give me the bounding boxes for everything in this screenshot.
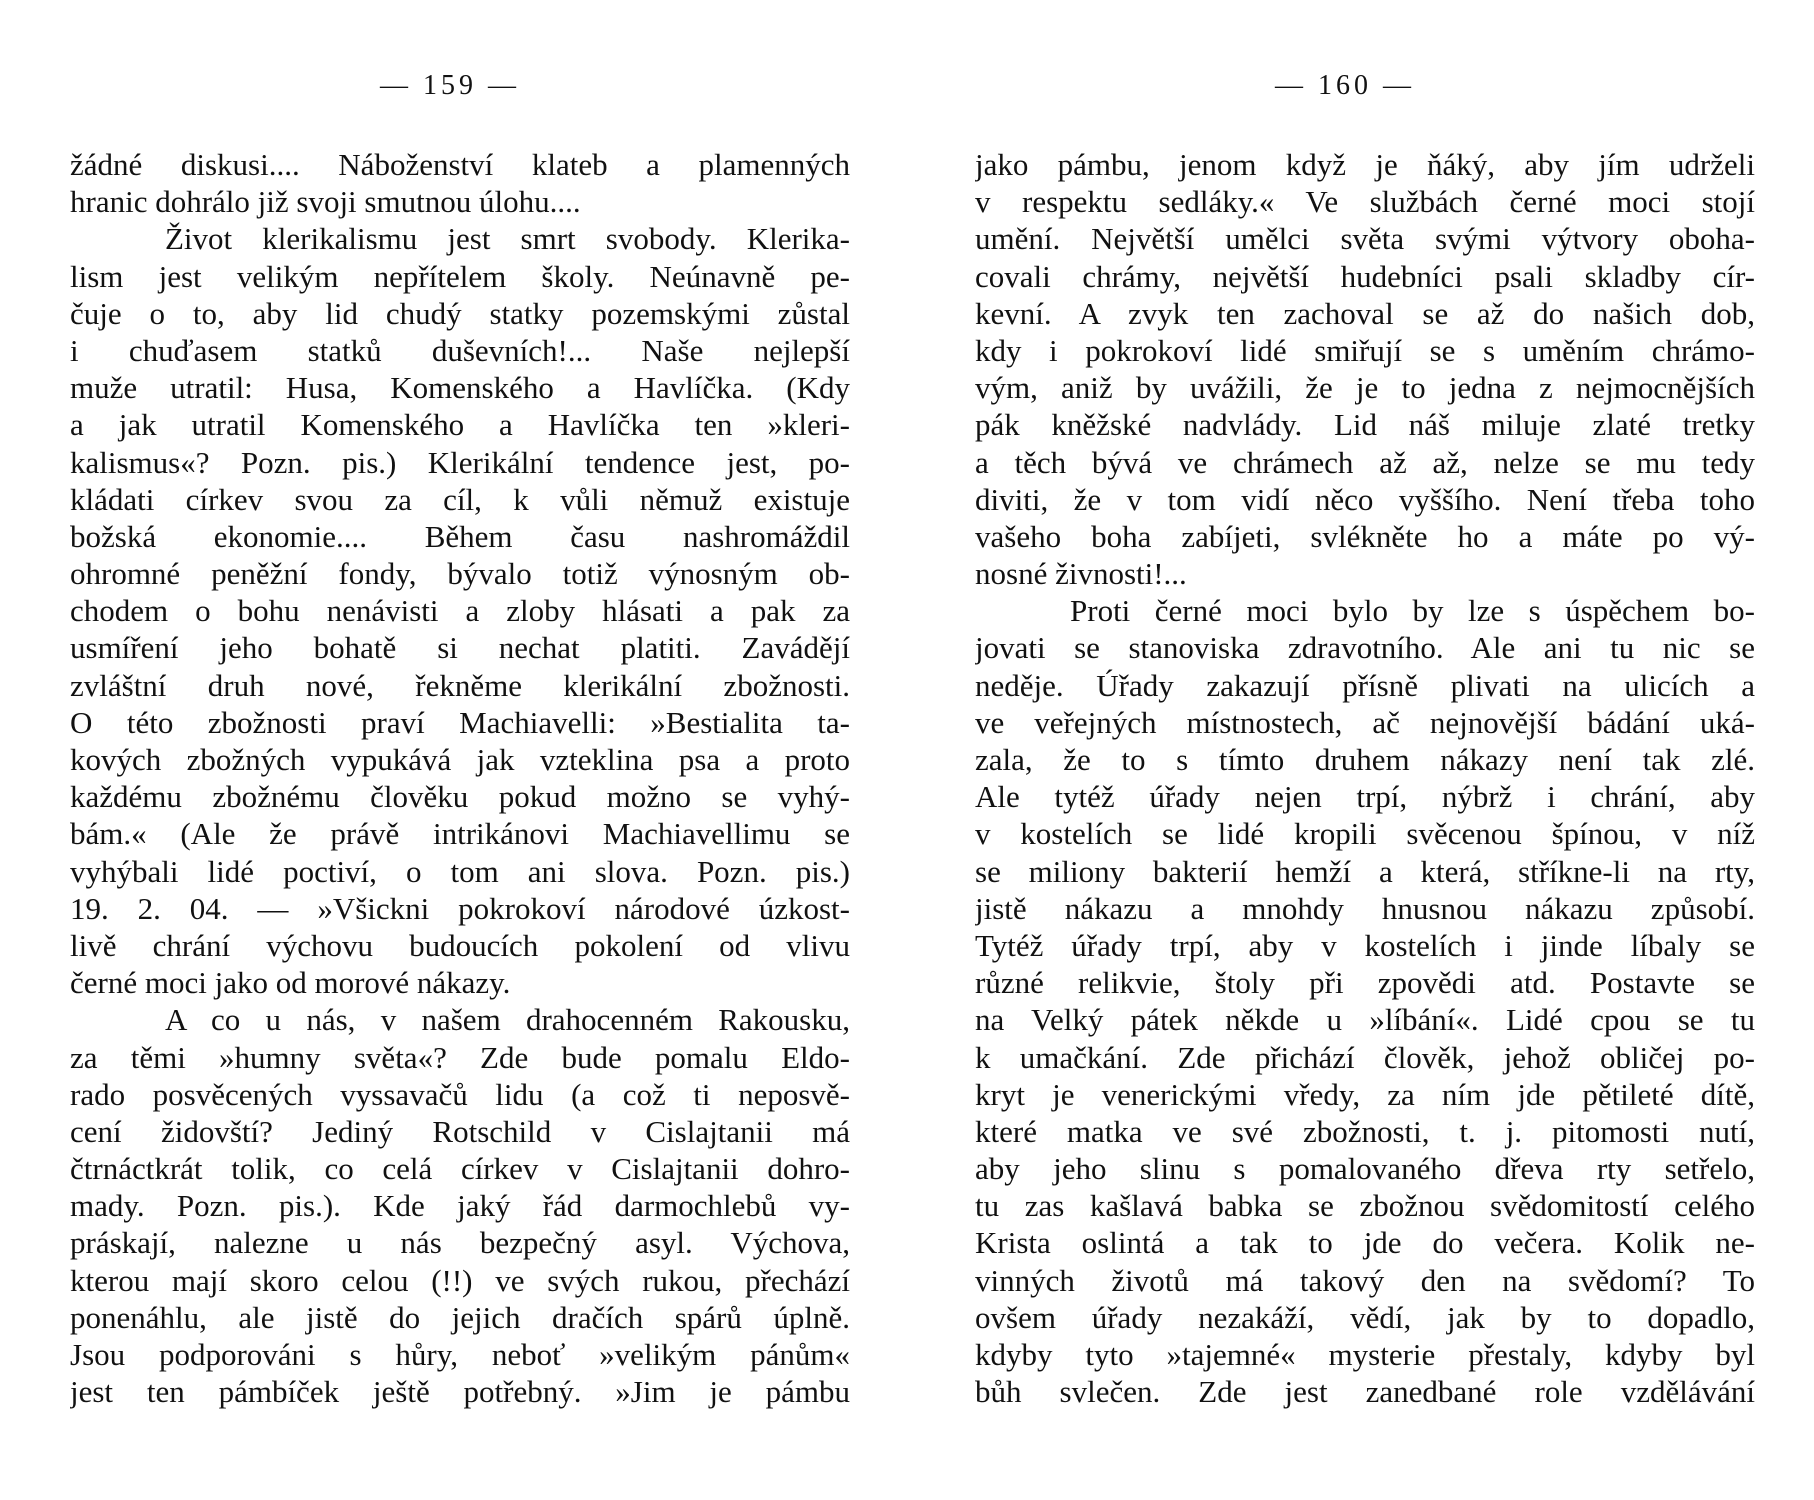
text-line: na Velký pátek někde u »líbání«. Lidé cpou se tu (975, 1002, 1755, 1038)
text-line: zala, že to s tímto druhem nákazy není tak zlé. (975, 742, 1755, 777)
text-line: kterou mají skoro celou (!!) ve svých rukou, přechází (70, 1262, 850, 1298)
right-page-text (975, 146, 1755, 1410)
text-line: černé moci jako od morové nákazy. (70, 965, 511, 1001)
text-line: vinných životů má takový den na svědomí? To (975, 1262, 1755, 1298)
text-line: mady. Pozn. pis.). Kde jaký řád darmochlebů vy- (70, 1188, 850, 1224)
text-line: cení židovští? Jediný Rotschild v Cislajtanii má (70, 1113, 850, 1149)
text-line: čuje o to, aby lid chudý statky pozemskými zůstal (70, 295, 850, 331)
text-line: jest ten pámbíček ještě potřebný. »Jim je pámbu (70, 1374, 850, 1410)
text-line: umění. Největší umělci světa svými výtvory oboha- (975, 221, 1755, 257)
text-line: hranic dohrálo již svoji smutnou úlohu.... (70, 184, 581, 220)
left-page-text (70, 146, 850, 1410)
text-line: ovšem úřady nezakáží, vědí, jak by to dopadlo, (975, 1299, 1755, 1335)
text-line: tu zas kašlavá babka se zbožnou svědomitostí celého (975, 1188, 1755, 1224)
text-line: a jak utratil Komenského a Havlíčka ten »kleri- (70, 407, 850, 443)
text-line: kových zbožných vypukává jak vzteklina psa a proto (70, 742, 850, 777)
text-line: čtrnáctkrát tolik, co celá církev v Cislajtanii dohro- (70, 1151, 850, 1187)
text-line: Život klerikalismu jest smrt svobody. Klerika- (165, 221, 850, 257)
text-line: vašeho boha zabíjeti, svlékněte ho a máte po vý- (975, 518, 1755, 554)
text-line: covali chrámy, největší hudebníci psali skladby cír- (975, 258, 1755, 294)
text-line: diviti, že v tom vidí něco vyššího. Není třeba toho (975, 481, 1755, 517)
text-line: žádné diskusi.... Náboženství klateb a plamenných (70, 147, 850, 182)
text-line: a těch bývá ve chrámech až až, nelze se mu tedy (975, 444, 1755, 480)
text-line: ve veřejných místnostech, ač nejnovější bádání uká- (975, 704, 1755, 740)
text-line: v kostelích se lidé kropili svěcenou špínou, v níž (975, 816, 1755, 852)
text-line: bůh svlečen. Zde jest zanedbané role vzdělávání (975, 1374, 1755, 1410)
text-line: Krista oslintá a tak to jde do večera. Kolik ne- (975, 1225, 1755, 1261)
text-line: kevní. A zvyk ten zachoval se až do našich dob, (975, 295, 1755, 331)
text-line: i chuďasem statků duševních!... Naše nejlepší (70, 332, 850, 368)
text-line: A co u nás, v našem drahocenném Rakousku, (165, 1002, 850, 1038)
text-line: 19. 2. 04. — »Všickni pokrokoví národové úzkost- (70, 890, 850, 926)
right-page (975, 0, 1755, 1500)
text-line: jako pámbu, jenom když je ňáký, aby jím udrželi (975, 147, 1755, 182)
text-line: které matka ve své zbožnosti, t. j. pitomosti nutí, (975, 1113, 1755, 1149)
text-line: božská ekonomie.... Během času nashromáždil (70, 518, 850, 554)
text-line: nosné živnosti!... (975, 556, 1187, 592)
text-line: různé relikvie, štoly při zpovědi atd. Postavte se (975, 965, 1755, 1001)
text-line: kdyby tyto »tajemné« mysterie přestaly, kdyby byl (975, 1337, 1755, 1372)
text-line: kdy i pokrokoví lidé smiřují se s uměním chrámo- (975, 332, 1755, 368)
text-line: pák kněžské nadvlády. Lid náš miluje zlaté tretky (975, 407, 1755, 443)
text-line: Ale tytéž úřady nejen trpí, nýbrž i chrání, aby (975, 779, 1755, 815)
text-line: chodem o bohu nenávisti a zloby hlásati a pak za (70, 593, 850, 629)
text-line: k umačkání. Zde přichází člověk, jehož obličej po- (975, 1039, 1755, 1075)
text-line: O této zbožnosti praví Machiavelli: »Bestialita ta- (70, 704, 850, 740)
text-line: jovati se stanoviska zdravotního. Ale ani tu nic se (975, 630, 1755, 666)
text-line: Tytéž úřady trpí, aby v kostelích i jinde líbaly se (975, 927, 1755, 963)
text-line: Jsou podporováni s hůry, neboť »velikým pánům« (70, 1337, 850, 1372)
text-line: aby jeho slinu s pomalovaného dřeva rty setřelo, (975, 1151, 1755, 1187)
text-line: práskají, nalezne u nás bezpečný asyl. Výchova, (70, 1225, 850, 1261)
text-line: livě chrání výchovu budoucích pokolení od vlivu (70, 927, 850, 963)
text-line: každému zbožnému člověku pokud možno se vyhý- (70, 779, 850, 815)
text-line: rado posvěcených vyssavačů lidu (a což ti neposvě- (70, 1076, 850, 1112)
left-page-number: — 159 — (380, 70, 520, 101)
text-line: ponenáhlu, ale jistě do jejich dračích spárů úplně. (70, 1299, 850, 1335)
text-line: usmíření jeho bohatě si nechat platiti. Zavádějí (70, 630, 850, 666)
text-line: neděje. Úřady zakazují přísně plivati na ulicích a (975, 667, 1755, 703)
left-page (70, 0, 850, 1500)
text-line: Proti černé moci bylo by lze s úspěchem bo- (1070, 593, 1755, 629)
text-line: ohromné peněžní fondy, bývalo totiž výnosným ob- (70, 556, 850, 592)
text-line: vyhýbali lidé poctiví, o tom ani slova. Pozn. pis.) (70, 853, 850, 889)
text-line: kalismus«? Pozn. pis.) Klerikální tendence jest, po- (70, 444, 850, 480)
text-line: vým, aniž by uvážili, že je to jedna z nejmocnějších (975, 370, 1755, 406)
text-line: v respektu sedláky.« Ve službách černé moci stojí (975, 184, 1755, 220)
text-line: zvláštní druh nové, řekněme klerikální zbožnosti. (70, 667, 850, 703)
text-line: se miliony bakterií hemží a která, stříkne-li na rty, (975, 853, 1755, 889)
text-line: kryt je venerickými vředy, za ním jde pětileté dítě, (975, 1076, 1755, 1112)
text-line: bám.« (Ale že právě intrikánovi Machiavellimu se (70, 816, 850, 852)
text-line: za těmi »humny světa«? Zde bude pomalu Eldo- (70, 1039, 850, 1075)
right-page-number: — 160 — (1275, 70, 1415, 101)
text-line: kládati církev svou za cíl, k vůli němuž existuje (70, 481, 850, 517)
text-line: muže utratil: Husa, Komenského a Havlíčka. (Kdy (70, 370, 850, 406)
text-line: jistě nákazu a mnohdy hnusnou nákazu způsobí. (975, 890, 1755, 926)
text-line: lism jest velikým nepřítelem školy. Neúnavně pe- (70, 258, 850, 294)
